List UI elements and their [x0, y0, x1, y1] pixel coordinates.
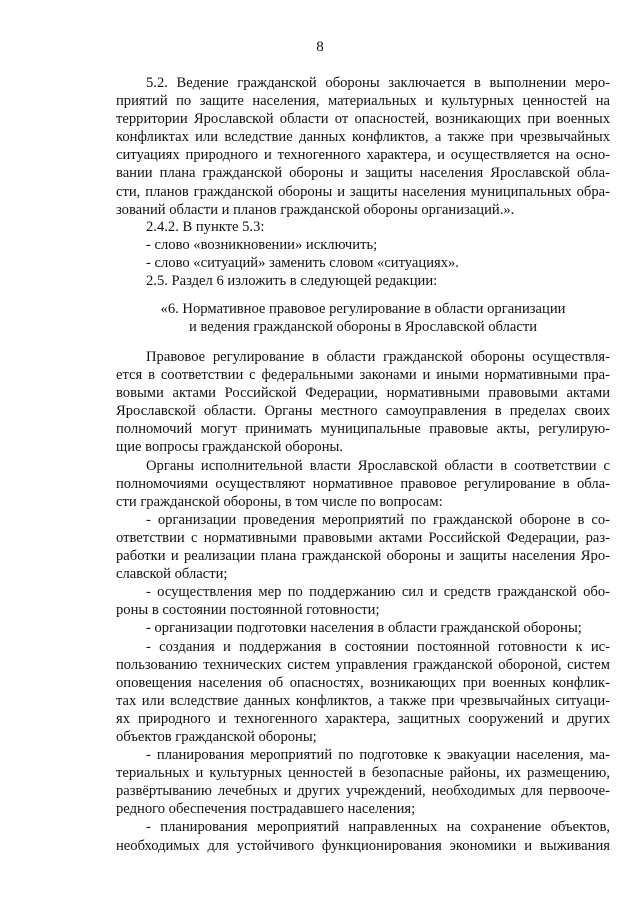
heading-line: и ведения гражданской обороны в Ярославской области	[188, 319, 538, 336]
text-line: ситуациях природного и техногенного характера, и осуществляется на осно-	[116, 147, 610, 164]
text-line: приятий по защите населения, материальных и культурных ценностей на	[116, 93, 610, 110]
body-line: ях природного и техногенного характера, защитных сооружений и других	[116, 710, 610, 727]
body-line: объектов гражданской обороны;	[116, 728, 317, 745]
body-line: - организации подготовки населения в области гражданской обороны;	[146, 620, 582, 637]
body-line: - создания и поддержания в состоянии постоянной готовности к ис-	[146, 638, 610, 655]
amendments	[116, 218, 610, 290]
body-line: Правовое регулирование в области гражданской обороны осуществля-	[146, 349, 610, 365]
body-line: полномочий могут принимать муниципальные правовые акты, регулирую-	[116, 421, 610, 438]
body-line: - организации проведения мероприятий по гражданской обороне в со-	[146, 511, 610, 528]
text-line: сти, планов гражданской обороны и защиты населения муниципальных обра-	[116, 183, 610, 200]
body-line: ответствии с нормативными правовыми актами Российской Федерации, раз-	[116, 529, 610, 546]
section-5-2	[116, 74, 610, 219]
body-line: вовыми актами Российской Федерации, нормативными правовыми актами	[116, 385, 610, 402]
body-line: пользованию технических систем управления гражданской обороной, систем	[116, 656, 610, 673]
body-line: сти гражданской обороны, в том числе по вопросам:	[116, 493, 443, 510]
page-number: 8	[316, 39, 324, 55]
section-6-heading	[116, 300, 610, 336]
body-line: Ярославской области. Органы местного самоуправления в пределах своих	[116, 403, 610, 420]
body-line: щие вопросы гражданской обороны.	[116, 439, 343, 456]
amendment-line: 2.4.2. В пункте 5.3:	[146, 219, 265, 235]
body-line: Органы исполнительной власти Ярославской области в соответствии с	[146, 457, 610, 474]
text-line: зований области и планов гражданской обороны организаций.».	[116, 201, 515, 218]
body-line: редного обеспечения пострадавшего населения;	[116, 801, 416, 818]
body-line: ется в соответствии с федеральными законами и иными нормативными пра-	[116, 367, 610, 384]
amendment-line: - слово «ситуаций» заменить словом «ситуациях».	[146, 255, 459, 272]
text-line: 5.2. Ведение гражданской обороны заключается в выполнении меро-	[146, 75, 610, 91]
body-line: - планирования мероприятий по подготовке к эвакуации населения, ма-	[146, 747, 610, 764]
body-line: развёртыванию лечебных и других учреждений, необходимых для первооче-	[116, 783, 610, 800]
heading-line: «6. Нормативное правовое регулирование в области организации	[160, 301, 566, 317]
text-line: вании плана гражданской обороны и защиты населения Ярославской обла-	[116, 165, 610, 182]
section-6-body	[116, 348, 610, 855]
body-line: оповещения населения об опасностях, возникающих при военных конфлик-	[116, 674, 610, 691]
body-line: работки и реализации плана гражданской обороны и защиты населения Яро-	[116, 548, 610, 565]
text-line: территории Ярославской области от опасностей, возникающих при военных	[116, 111, 610, 128]
amendment-line: - слово «возникновении» исключить;	[146, 237, 378, 254]
body-line: славской области;	[116, 566, 228, 583]
body-line: териальных и культурных ценностей в безопасные районы, их размещению,	[116, 765, 610, 782]
body-line: - планирования мероприятий направленных на сохранение объектов,	[146, 819, 610, 836]
body-line: необходимых для устойчивого функционирования экономики и выживания	[116, 837, 610, 854]
body-line: - осуществления мер по поддержанию сил и средств гражданской обо-	[146, 584, 610, 601]
text-line: конфликтах или вследствие данных конфликтов, а также при чрезвычайных	[116, 129, 610, 146]
body-line: полномочиями осуществляют нормативное правовое регулирование в обла-	[116, 475, 610, 492]
body-line: роны в состоянии постоянной готовности;	[116, 602, 380, 619]
body-line: тах или вследствие данных конфликтов, а также при чрезвычайных ситуаци-	[116, 692, 610, 709]
amendment-line: 2.5. Раздел 6 изложить в следующей редакции:	[146, 273, 438, 290]
